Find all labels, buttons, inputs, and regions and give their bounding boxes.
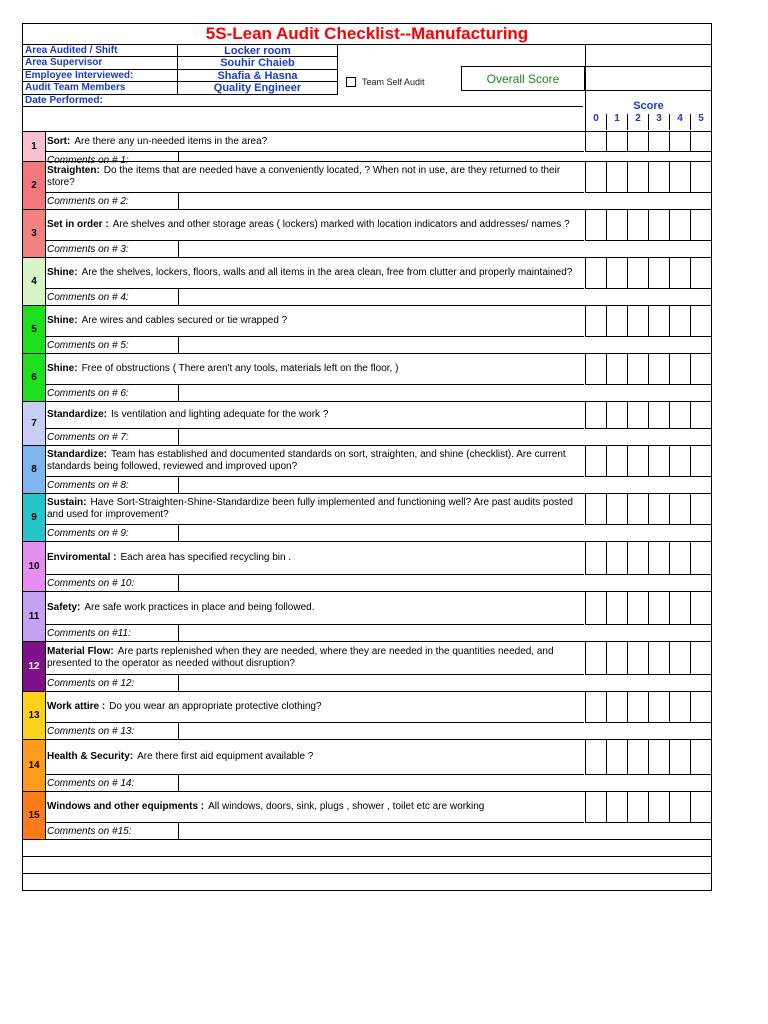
score-cell-3[interactable]: [648, 210, 669, 241]
item-category: Shine:: [47, 315, 78, 326]
item-number: 10: [23, 542, 46, 591]
score-cell-4[interactable]: [669, 740, 690, 775]
score-cell-0[interactable]: [585, 642, 606, 675]
score-cell-0[interactable]: [585, 692, 606, 723]
score-cell-1[interactable]: [606, 592, 627, 625]
score-cell-3[interactable]: [648, 542, 669, 575]
label-date-performed: Date Performed:: [23, 95, 583, 107]
team-self-audit-label: Team Self Audit: [362, 77, 425, 87]
checklist-items: [22, 132, 712, 840]
item-comment-field[interactable]: [179, 675, 711, 691]
checklist-row: [22, 258, 712, 306]
score-cell-1[interactable]: [606, 402, 627, 429]
item-category: Standardize:: [47, 409, 108, 420]
item-question: [45, 258, 584, 289]
overall-score-label: Overall Score: [461, 66, 585, 91]
item-number: 4: [23, 258, 46, 305]
item-text: Each area has specified recycling bin .: [120, 552, 292, 563]
blank-row[interactable]: [22, 840, 712, 857]
score-cell-5[interactable]: [690, 740, 712, 775]
checklist-row: [22, 740, 712, 792]
score-cell-2[interactable]: [627, 446, 648, 477]
item-category: Straighten:: [47, 165, 100, 176]
checklist-row: [22, 692, 712, 740]
score-cell-1[interactable]: [606, 446, 627, 477]
score-cell-3[interactable]: [648, 592, 669, 625]
item-question: [45, 162, 584, 193]
score-cell-2[interactable]: [627, 258, 648, 289]
score-cell-4[interactable]: [669, 306, 690, 337]
item-question: [45, 402, 584, 429]
score-cell-4[interactable]: [669, 354, 690, 385]
score-cell-5[interactable]: [690, 494, 712, 525]
score-cell-2[interactable]: [627, 592, 648, 625]
item-category: Safety:: [47, 602, 81, 613]
score-cell-5[interactable]: [690, 542, 712, 575]
item-comment-label: Comments on # 10:: [47, 578, 135, 589]
score-cell-1[interactable]: [606, 306, 627, 337]
item-text: Are shelves and other storage areas ( lockers) marked with location indicators and addresses/ names ?: [112, 219, 570, 230]
item-comment-label: Comments on # 9:: [47, 528, 129, 539]
score-cell-1[interactable]: [606, 792, 627, 823]
score-cell-4[interactable]: [669, 642, 690, 675]
score-cell-1[interactable]: [606, 258, 627, 289]
score-cell-3[interactable]: [648, 402, 669, 429]
score-cell-4[interactable]: [669, 446, 690, 477]
score-cell-5[interactable]: [690, 446, 712, 477]
score-cell-1[interactable]: [606, 494, 627, 525]
value-area-supervisor[interactable]: Souhir Chaieb: [178, 57, 338, 69]
item-comment-field[interactable]: [179, 385, 711, 401]
score-cell-2[interactable]: [627, 740, 648, 775]
label-employee-interviewed: Employee Interviewed:: [23, 70, 178, 82]
page-title: 5S-Lean Audit Checklist--Manufacturing: [22, 23, 712, 45]
item-comment-field[interactable]: [179, 429, 711, 445]
item-text: Are parts replenished when they are needed, where they are needed in the quantities needed, and presented to the operator as needed without disruption?: [47, 646, 554, 669]
item-number: 6: [23, 354, 46, 401]
score-col-3: 3: [648, 114, 669, 130]
item-text: All windows, doors, sink, plugs , shower , toilet etc are working: [208, 801, 485, 812]
score-cell-0[interactable]: [585, 306, 606, 337]
score-cell-3[interactable]: [648, 258, 669, 289]
score-cell-1[interactable]: [606, 132, 627, 152]
score-header: Score: [633, 100, 664, 112]
score-cell-0[interactable]: [585, 494, 606, 525]
score-col-0: 0: [585, 114, 606, 130]
checklist-row: [22, 132, 712, 166]
checklist-row: [22, 210, 712, 258]
score-cell-4[interactable]: [669, 162, 690, 193]
item-number: 8: [23, 446, 46, 493]
item-comment-label: Comments on # 14:: [47, 778, 135, 789]
score-col-2: 2: [627, 114, 648, 130]
score-cell-1[interactable]: [606, 162, 627, 193]
score-cell-3[interactable]: [648, 446, 669, 477]
value-employee-interviewed[interactable]: Shafia & Hasna: [178, 70, 338, 82]
score-cell-4[interactable]: [669, 692, 690, 723]
score-cell-5[interactable]: [690, 792, 712, 823]
overall-score-value[interactable]: [585, 66, 712, 91]
score-cell-0[interactable]: [585, 354, 606, 385]
checklist-row: [22, 306, 712, 354]
item-category: Enviromental :: [47, 552, 117, 563]
item-comment-field[interactable]: [179, 337, 711, 353]
score-cell-4[interactable]: [669, 494, 690, 525]
item-question: [45, 642, 584, 675]
score-cell-3[interactable]: [648, 354, 669, 385]
score-cell-0[interactable]: [585, 446, 606, 477]
score-cell-2[interactable]: [627, 402, 648, 429]
item-category: Work attire :: [47, 701, 106, 712]
audit-sheet: [22, 23, 712, 891]
score-cell-3[interactable]: [648, 692, 669, 723]
item-comment-field[interactable]: [179, 575, 711, 591]
score-cell-5[interactable]: [690, 132, 712, 152]
score-cell-1[interactable]: [606, 692, 627, 723]
item-question: [45, 210, 584, 241]
score-cell-5[interactable]: [690, 306, 712, 337]
item-question: [45, 592, 584, 625]
item-number: 2: [23, 162, 46, 209]
checklist-row: [22, 494, 712, 542]
score-col-5: 5: [690, 114, 711, 130]
score-cell-0[interactable]: [585, 592, 606, 625]
item-number: 12: [23, 642, 46, 691]
value-audit-team[interactable]: Quality Engineer: [178, 82, 338, 94]
item-question: [45, 740, 584, 775]
team-self-audit-checkbox[interactable]: [346, 77, 356, 87]
checklist-row: [22, 446, 712, 494]
item-comment-field[interactable]: [179, 289, 711, 305]
item-number: 14: [23, 740, 46, 791]
score-cell-0[interactable]: [585, 402, 606, 429]
item-comment-field[interactable]: [179, 823, 711, 839]
item-question: [45, 792, 584, 823]
item-comment-label: Comments on # 12:: [47, 678, 135, 689]
score-cell-4[interactable]: [669, 542, 690, 575]
item-text: Team has established and documented standards on sort, straighten, and shine (checklist). Are current standards being followed, reviewed and improved upon?: [47, 449, 566, 472]
checklist-row: [22, 542, 712, 592]
item-comment-label: Comments on # 2:: [47, 196, 129, 207]
item-comment-label: Comments on # 5:: [47, 340, 129, 351]
item-number: 13: [23, 692, 46, 739]
score-col-1: 1: [606, 114, 627, 130]
score-cell-0[interactable]: [585, 162, 606, 193]
item-comment-label: Comments on #15:: [47, 826, 132, 837]
item-comment-label: Comments on # 8:: [47, 480, 129, 491]
item-category: Shine:: [47, 363, 78, 374]
item-comment-field[interactable]: [179, 193, 711, 209]
score-cell-2[interactable]: [627, 210, 648, 241]
score-cell-0[interactable]: [585, 542, 606, 575]
score-cell-3[interactable]: [648, 132, 669, 152]
item-text: Is ventilation and lighting adequate for the work ?: [111, 409, 329, 420]
value-area-audited[interactable]: Locker room: [178, 45, 338, 57]
item-comment-field[interactable]: [179, 625, 711, 641]
score-cell-4[interactable]: [669, 402, 690, 429]
score-cell-3[interactable]: [648, 740, 669, 775]
header-block: [22, 45, 712, 132]
score-cell-2[interactable]: [627, 542, 648, 575]
item-question: [45, 494, 584, 525]
checklist-row: [22, 354, 712, 402]
score-cell-5[interactable]: [690, 592, 712, 625]
item-category: Sustain:: [47, 497, 87, 508]
item-category: Shine:: [47, 267, 78, 278]
item-category: Sort:: [47, 135, 71, 147]
item-question: [45, 306, 584, 337]
checklist-row: [22, 402, 712, 446]
score-cell-3[interactable]: [648, 792, 669, 823]
score-col-4: 4: [669, 114, 690, 130]
item-text: Have Sort-Straighten-Shine-Standardize been fully implemented and functioning well? Are past audits posted and used for improvement?: [47, 497, 573, 520]
item-number: 5: [23, 306, 46, 353]
item-comment-field[interactable]: [179, 775, 711, 791]
score-cell-5[interactable]: [690, 162, 712, 193]
score-cell-5[interactable]: [690, 210, 712, 241]
score-cell-5[interactable]: [690, 642, 712, 675]
score-cell-2[interactable]: [627, 792, 648, 823]
item-comment-label: Comments on # 13:: [47, 726, 135, 737]
score-cell-3[interactable]: [648, 642, 669, 675]
item-category: Standardize:: [47, 449, 108, 460]
score-cell-3[interactable]: [648, 494, 669, 525]
score-cell-2[interactable]: [627, 132, 648, 152]
blank-row[interactable]: [22, 874, 712, 891]
label-audit-team: Audit Team Members: [23, 82, 178, 94]
item-question: [45, 446, 584, 477]
item-number: 11: [23, 592, 46, 641]
item-number: 15: [23, 792, 46, 839]
item-comment-label: Comments on # 6:: [47, 388, 129, 399]
item-question: [45, 354, 584, 385]
item-comment-label: Comments on # 1:: [47, 155, 129, 166]
item-category: Set in order :: [47, 219, 109, 230]
item-text: Free of obstructions ( There aren't any tools, materials left on the floor, ): [81, 363, 399, 374]
label-area-audited: Area Audited / Shift: [23, 45, 178, 57]
score-cell-2[interactable]: [627, 306, 648, 337]
score-cell-4[interactable]: [669, 132, 690, 152]
score-cell-0[interactable]: [585, 740, 606, 775]
score-cell-2[interactable]: [627, 692, 648, 723]
item-comment-field[interactable]: [179, 152, 711, 161]
item-text: Are safe work practices in place and being followed.: [84, 602, 315, 613]
score-cell-0[interactable]: [585, 258, 606, 289]
item-comment-field[interactable]: [179, 525, 711, 541]
item-comment-label: Comments on # 3:: [47, 244, 129, 255]
checklist-row: [22, 592, 712, 642]
score-cell-0[interactable]: [585, 132, 606, 152]
score-cell-4[interactable]: [669, 258, 690, 289]
score-cell-0[interactable]: [585, 210, 606, 241]
score-cell-5[interactable]: [690, 354, 712, 385]
item-number: 9: [23, 494, 46, 541]
score-cell-1[interactable]: [606, 642, 627, 675]
score-cell-5[interactable]: [690, 692, 712, 723]
score-cell-1[interactable]: [606, 210, 627, 241]
item-question: [45, 132, 584, 152]
score-cell-2[interactable]: [627, 162, 648, 193]
score-cell-1[interactable]: [606, 542, 627, 575]
item-comment-field[interactable]: [179, 241, 711, 257]
item-question: [45, 542, 584, 575]
item-comment-field[interactable]: [179, 477, 711, 493]
item-text: Are there first aid equipment available ?: [137, 751, 314, 762]
score-cell-3[interactable]: [648, 162, 669, 193]
item-question: [45, 692, 584, 723]
item-number: 3: [23, 210, 46, 257]
item-text: Do you wear an appropriate protective clothing?: [109, 701, 322, 712]
item-number: 7: [23, 402, 46, 445]
item-comment-label: Comments on # 4:: [47, 292, 129, 303]
checklist-row: [22, 162, 712, 210]
checklist-row: [22, 792, 712, 840]
score-cell-1[interactable]: [606, 740, 627, 775]
item-text: Are there any un-needed items in the area?: [74, 135, 268, 147]
score-cell-1[interactable]: [606, 354, 627, 385]
blank-row[interactable]: [22, 857, 712, 874]
item-number: 1: [23, 132, 46, 161]
score-cell-3[interactable]: [648, 306, 669, 337]
score-cell-2[interactable]: [627, 354, 648, 385]
item-text: Are the shelves, lockers, floors, walls and all items in the area clean, free from clutter and properly maintained?: [81, 267, 573, 278]
score-cell-2[interactable]: [627, 494, 648, 525]
item-category: Windows and other equipments :: [47, 801, 205, 812]
score-cell-0[interactable]: [585, 792, 606, 823]
score-cell-5[interactable]: [690, 402, 712, 429]
score-cell-4[interactable]: [669, 592, 690, 625]
item-comment-field[interactable]: [179, 723, 711, 739]
label-area-supervisor: Area Supervisor: [23, 57, 178, 69]
item-category: Health & Security:: [47, 751, 134, 762]
item-category: Material Flow:: [47, 646, 114, 657]
score-cell-2[interactable]: [627, 642, 648, 675]
score-cell-4[interactable]: [669, 210, 690, 241]
item-comment-label: Comments on #11:: [47, 628, 131, 639]
item-comment-label: Comments on # 7:: [47, 432, 129, 443]
checklist-row: [22, 642, 712, 692]
score-cell-5[interactable]: [690, 258, 712, 289]
score-cell-4[interactable]: [669, 792, 690, 823]
item-text: Are wires and cables secured or tie wrapped ?: [81, 315, 288, 326]
item-text: Do the items that are needed have a conveniently located, ? When not in use, are they returned to their store?: [47, 165, 561, 188]
